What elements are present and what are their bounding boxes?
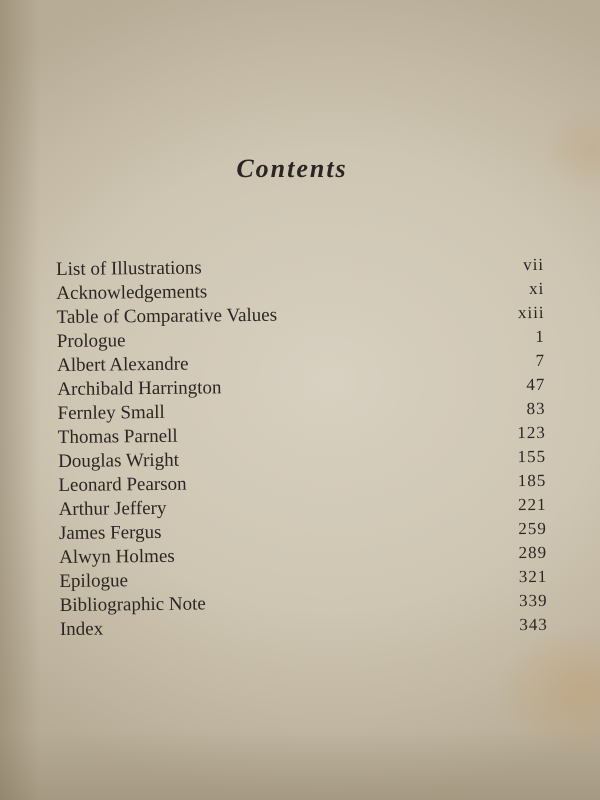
toc-entry-label: Index [59,618,104,640]
toc-entry-page: xi [529,278,545,299]
toc-entry-label: Epilogue [59,570,129,592]
gutter-shadow [0,0,40,800]
toc-entry-page: 155 [517,446,547,467]
toc-entry-page: 221 [518,494,547,515]
toc-entry-page: 47 [526,374,546,395]
toc-entry-label: Table of Comparative Values [56,304,278,328]
toc-entry-label: Leonard Pearson [58,473,187,496]
toc-entry-label: James Fergus [58,521,162,544]
toc-entry-page: 321 [518,566,548,587]
toc-entry-page: 7 [535,350,546,370]
toc-entry-page: 123 [517,422,546,443]
toc-entry-page: 83 [526,398,546,419]
toc-entry-label: Prologue [56,330,126,352]
toc-entry-label: Fernley Small [57,401,165,424]
toc-entry-label: Acknowledgements [56,281,208,304]
page-title: Contents [236,154,348,183]
toc-entry-label: Bibliographic Note [59,593,206,616]
toc-entry-page: 1 [535,326,545,346]
table-of-contents [56,253,548,642]
toc-entry-page: 259 [518,518,547,539]
toc-entry-page: 185 [517,470,547,491]
toc-entry-label: Archibald Harrington [57,377,222,400]
toc-entry-label: List of Illustrations [56,257,202,280]
toc-entry-label: Thomas Parnell [57,425,178,448]
toc-entry-label: Douglas Wright [58,449,180,472]
toc-entry [60,613,548,642]
bottom-shadow [0,730,600,800]
toc-entry-page: 343 [519,614,548,635]
toc-entry-page: 339 [519,590,548,611]
toc-entry-label: Alwyn Holmes [59,545,175,568]
toc-entry-page: 289 [518,542,548,563]
toc-entry-label: Albert Alexandre [57,353,189,376]
toc-entry-label: Arthur Jeffery [58,497,167,520]
toc-entry-page: vii [523,254,545,275]
toc-entry-page: xiii [517,302,545,323]
